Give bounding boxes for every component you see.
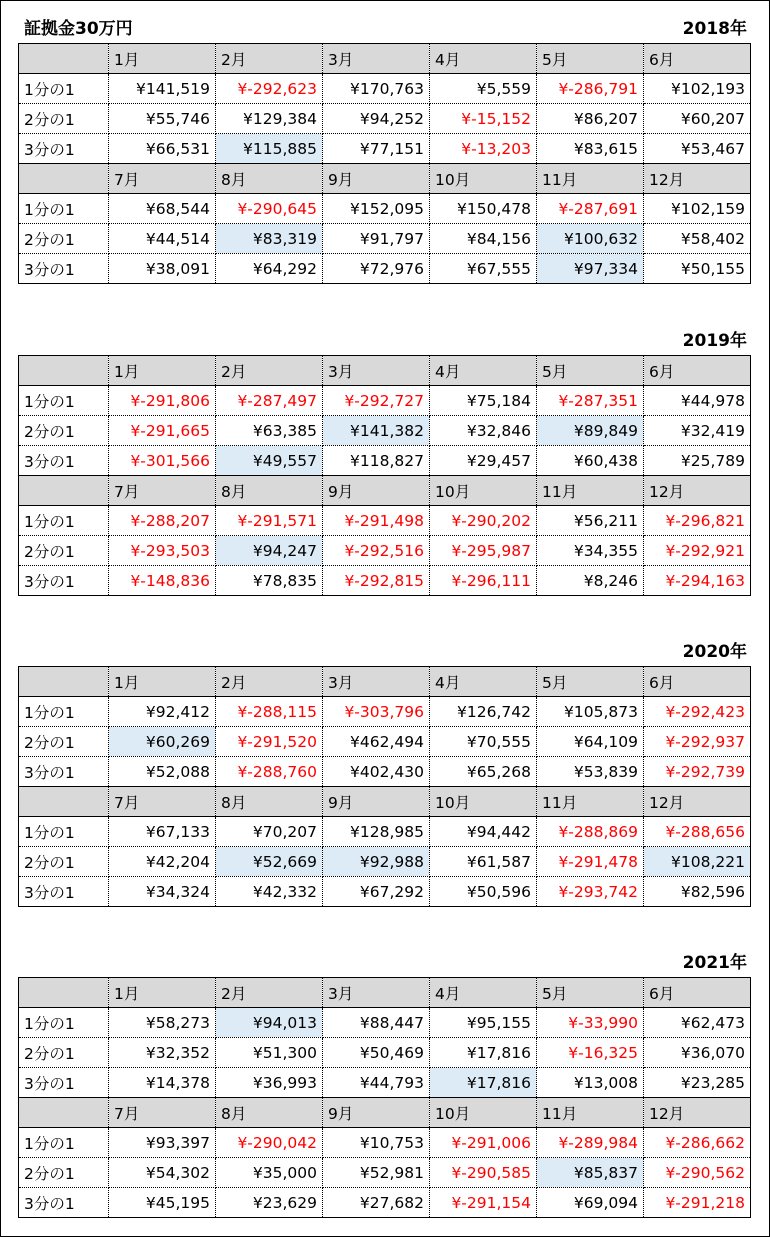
- value-cell: ¥126,742: [430, 697, 537, 727]
- value-cell: ¥94,442: [430, 817, 537, 847]
- value-cell: ¥-290,645: [216, 194, 323, 224]
- value-cell: ¥51,300: [216, 1038, 323, 1068]
- value-cell: ¥32,419: [644, 416, 751, 446]
- value-cell: ¥78,835: [216, 566, 323, 596]
- value-cell: ¥-303,796: [323, 697, 430, 727]
- value-cell: ¥-15,152: [430, 104, 537, 134]
- table-row: [19, 386, 751, 416]
- month-header-cell: 10月: [430, 164, 537, 194]
- month-header-cell: 8月: [216, 787, 323, 817]
- row-label-cell: 1分の1: [19, 1008, 109, 1038]
- value-cell: ¥89,849: [537, 416, 644, 446]
- month-header-cell: 9月: [323, 476, 430, 506]
- value-cell: ¥-293,503: [109, 536, 216, 566]
- value-cell: ¥88,447: [323, 1008, 430, 1038]
- month-header-row: [19, 356, 751, 386]
- value-cell: ¥83,615: [537, 134, 644, 164]
- value-cell: ¥402,430: [323, 757, 430, 787]
- value-cell: ¥45,195: [109, 1188, 216, 1218]
- value-cell: ¥128,985: [323, 817, 430, 847]
- row-label-cell: 1分の1: [19, 74, 109, 104]
- month-header-cell: 9月: [323, 1098, 430, 1128]
- header-blank-cell: [19, 667, 109, 697]
- header-blank-cell: [19, 978, 109, 1008]
- row-label-cell: 3分の1: [19, 877, 109, 907]
- value-cell: ¥-292,739: [644, 757, 751, 787]
- row-label-cell: 1分の1: [19, 194, 109, 224]
- row-label-cell: 2分の1: [19, 847, 109, 877]
- value-cell: ¥-287,691: [537, 194, 644, 224]
- value-cell: ¥8,246: [537, 566, 644, 596]
- value-cell: ¥-286,662: [644, 1128, 751, 1158]
- value-cell: ¥-33,990: [537, 1008, 644, 1038]
- value-cell: ¥-301,566: [109, 446, 216, 476]
- value-cell: ¥34,324: [109, 877, 216, 907]
- value-cell: ¥52,669: [216, 847, 323, 877]
- month-header-cell: 1月: [109, 356, 216, 386]
- value-cell: ¥-292,937: [644, 727, 751, 757]
- value-cell: ¥23,629: [216, 1188, 323, 1218]
- row-label-cell: 3分の1: [19, 1068, 109, 1098]
- table-row: [19, 1068, 751, 1098]
- value-cell: ¥-288,869: [537, 817, 644, 847]
- month-header-cell: 7月: [109, 476, 216, 506]
- value-cell: ¥-292,423: [644, 697, 751, 727]
- row-label-cell: 2分の1: [19, 224, 109, 254]
- month-header-row: [19, 978, 751, 1008]
- month-header-cell: 10月: [430, 787, 537, 817]
- value-cell: ¥53,839: [537, 757, 644, 787]
- month-header-cell: 4月: [430, 667, 537, 697]
- value-cell: ¥10,753: [323, 1128, 430, 1158]
- value-cell: ¥-291,478: [537, 847, 644, 877]
- row-label-cell: 1分の1: [19, 386, 109, 416]
- value-cell: ¥129,384: [216, 104, 323, 134]
- year-table: [18, 43, 751, 284]
- month-header-cell: 1月: [109, 667, 216, 697]
- value-cell: ¥66,531: [109, 134, 216, 164]
- table-row: [19, 224, 751, 254]
- month-header-row: [19, 476, 751, 506]
- month-header-cell: 3月: [323, 978, 430, 1008]
- month-header-cell: 1月: [109, 44, 216, 74]
- table-row: [19, 1008, 751, 1038]
- value-cell: ¥-295,987: [430, 536, 537, 566]
- value-cell: ¥32,352: [109, 1038, 216, 1068]
- value-cell: ¥82,596: [680, 882, 745, 901]
- value-cell: ¥65,268: [430, 757, 537, 787]
- month-header-row: [19, 1098, 751, 1128]
- value-cell: ¥-291,218: [665, 1193, 745, 1212]
- month-header-cell: 4月: [430, 44, 537, 74]
- month-header-cell: 6月: [644, 44, 751, 74]
- value-cell: ¥36,070: [644, 1038, 751, 1068]
- value-cell: ¥-291,806: [109, 386, 216, 416]
- value-cell: ¥-287,497: [216, 386, 323, 416]
- month-header-cell: 5月: [537, 667, 644, 697]
- row-label-cell: 3分の1: [19, 757, 109, 787]
- value-cell: ¥44,793: [323, 1068, 430, 1098]
- value-cell: ¥-288,656: [644, 817, 751, 847]
- row-label-cell: 2分の1: [19, 416, 109, 446]
- value-cell: ¥92,988: [323, 847, 430, 877]
- value-cell: ¥93,397: [109, 1128, 216, 1158]
- value-cell: ¥70,555: [430, 727, 537, 757]
- month-header-cell: 1月: [109, 978, 216, 1008]
- value-cell: ¥50,469: [323, 1038, 430, 1068]
- value-cell: ¥32,846: [430, 416, 537, 446]
- value-cell: ¥64,109: [537, 727, 644, 757]
- page-title: 証拠金30万円: [24, 19, 133, 39]
- value-cell: ¥56,211: [537, 506, 644, 536]
- value-cell: ¥-290,562: [644, 1158, 751, 1188]
- value-cell: ¥77,151: [323, 134, 430, 164]
- header-blank-cell: [19, 164, 109, 194]
- value-cell: ¥-296,111: [430, 566, 537, 596]
- value-cell: ¥23,285: [644, 1068, 751, 1098]
- value-cell: ¥29,457: [430, 446, 537, 476]
- month-header-cell: 3月: [323, 44, 430, 74]
- value-cell: ¥60,269: [109, 727, 216, 757]
- value-cell: ¥-290,042: [216, 1128, 323, 1158]
- value-cell: ¥102,159: [644, 194, 751, 224]
- value-cell: ¥141,519: [109, 74, 216, 104]
- value-cell: ¥49,557: [216, 446, 323, 476]
- value-cell: ¥-13,203: [430, 134, 537, 164]
- value-cell: ¥14,378: [109, 1068, 216, 1098]
- value-cell: ¥35,000: [216, 1158, 323, 1188]
- month-header-cell: 6月: [644, 667, 751, 697]
- value-cell: ¥94,252: [323, 104, 430, 134]
- month-header-row: [19, 667, 751, 697]
- row-label-cell: 2分の1: [19, 104, 109, 134]
- table-row: [19, 536, 751, 566]
- value-cell: ¥38,091: [109, 254, 216, 284]
- value-cell: ¥-291,006: [430, 1128, 537, 1158]
- month-header-cell: 6月: [644, 356, 751, 386]
- value-cell: ¥108,221: [644, 847, 751, 877]
- value-cell: ¥462,494: [323, 727, 430, 757]
- month-header-cell: 7月: [109, 787, 216, 817]
- value-cell: ¥-287,351: [537, 386, 644, 416]
- row-label-cell: 2分の1: [19, 1158, 109, 1188]
- month-header-cell: 2月: [216, 667, 323, 697]
- value-cell: ¥25,789: [644, 446, 751, 476]
- value-cell: ¥72,976: [323, 254, 430, 284]
- value-cell: ¥55,746: [109, 104, 216, 134]
- year-title: 2020年: [682, 642, 747, 662]
- value-cell: ¥53,467: [644, 134, 751, 164]
- value-cell: ¥95,155: [430, 1008, 537, 1038]
- header-blank-cell: [19, 787, 109, 817]
- value-cell: ¥-293,742: [537, 877, 644, 907]
- value-cell: ¥-16,325: [537, 1038, 644, 1068]
- value-cell: ¥42,204: [109, 847, 216, 877]
- value-cell: ¥-290,202: [430, 506, 537, 536]
- month-header-row: [19, 787, 751, 817]
- table-row: [19, 506, 751, 536]
- table-row: [19, 847, 751, 877]
- value-cell: ¥-292,815: [323, 566, 430, 596]
- value-cell: ¥102,193: [644, 74, 751, 104]
- value-cell: ¥105,873: [537, 697, 644, 727]
- table-row: [19, 74, 751, 104]
- value-cell: ¥50,596: [430, 877, 537, 907]
- value-cell: ¥54,302: [109, 1158, 216, 1188]
- value-cell: ¥52,088: [109, 757, 216, 787]
- month-header-cell: 10月: [430, 476, 537, 506]
- value-cell: ¥-291,571: [216, 506, 323, 536]
- value-cell: ¥58,402: [644, 224, 751, 254]
- row-label-cell: 3分の1: [19, 446, 109, 476]
- value-cell: ¥17,816: [430, 1068, 537, 1098]
- value-cell: ¥94,013: [216, 1008, 323, 1038]
- month-header-cell: 9月: [323, 787, 430, 817]
- month-header-row: [19, 44, 751, 74]
- value-cell: ¥-292,727: [323, 386, 430, 416]
- header-blank-cell: [19, 1098, 109, 1128]
- table-row: [19, 727, 751, 757]
- value-cell: ¥34,355: [537, 536, 644, 566]
- value-cell: ¥170,763: [323, 74, 430, 104]
- value-cell: ¥85,837: [537, 1158, 644, 1188]
- value-cell: ¥52,981: [323, 1158, 430, 1188]
- value-cell: ¥86,207: [537, 104, 644, 134]
- value-cell: ¥44,978: [644, 386, 751, 416]
- month-header-cell: 11月: [537, 787, 644, 817]
- month-header-cell: 5月: [537, 356, 644, 386]
- value-cell: ¥42,332: [216, 877, 323, 907]
- value-cell: ¥13,008: [537, 1068, 644, 1098]
- month-header-cell: 12月: [644, 787, 751, 817]
- value-cell: ¥-286,791: [537, 74, 644, 104]
- value-cell: ¥5,559: [430, 74, 537, 104]
- value-cell: ¥-294,163: [665, 571, 745, 590]
- value-cell: ¥-289,984: [537, 1128, 644, 1158]
- month-header-cell: 6月: [644, 978, 751, 1008]
- value-cell: ¥-296,821: [644, 506, 751, 536]
- header-blank-cell: [19, 356, 109, 386]
- row-label-cell: 2分の1: [19, 536, 109, 566]
- value-cell: ¥68,544: [109, 194, 216, 224]
- value-cell: ¥83,319: [216, 224, 323, 254]
- row-label-cell: 1分の1: [19, 1128, 109, 1158]
- value-cell: ¥67,133: [109, 817, 216, 847]
- row-label-cell: 3分の1: [19, 134, 109, 164]
- value-cell: ¥64,292: [216, 254, 323, 284]
- year-table: [18, 977, 751, 1218]
- row-label-cell: 3分の1: [19, 566, 109, 596]
- table-row: [19, 416, 751, 446]
- header-blank-cell: [19, 476, 109, 506]
- value-cell: ¥-148,836: [109, 566, 216, 596]
- table-row: [19, 1188, 751, 1218]
- month-header-cell: 4月: [430, 978, 537, 1008]
- table-row: [19, 134, 751, 164]
- value-cell: ¥75,184: [430, 386, 537, 416]
- value-cell: ¥67,292: [323, 877, 430, 907]
- month-header-cell: 11月: [537, 164, 644, 194]
- value-cell: ¥27,682: [323, 1188, 430, 1218]
- month-header-cell: 11月: [537, 476, 644, 506]
- table-row: [19, 817, 751, 847]
- value-cell: ¥61,587: [430, 847, 537, 877]
- value-cell: ¥115,885: [216, 134, 323, 164]
- value-cell: ¥-290,585: [430, 1158, 537, 1188]
- row-label-cell: 3分の1: [19, 1188, 109, 1218]
- month-header-cell: 10月: [430, 1098, 537, 1128]
- table-row: [19, 1038, 751, 1068]
- month-header-cell: 11月: [537, 1098, 644, 1128]
- value-cell: ¥97,334: [537, 254, 644, 284]
- table-row: [19, 254, 751, 284]
- value-cell: ¥84,156: [430, 224, 537, 254]
- value-cell: ¥60,438: [537, 446, 644, 476]
- row-label-cell: 1分の1: [19, 506, 109, 536]
- value-cell: ¥67,555: [430, 254, 537, 284]
- value-cell: ¥17,816: [430, 1038, 537, 1068]
- value-cell: ¥-292,921: [644, 536, 751, 566]
- year-table: [18, 355, 751, 596]
- month-header-cell: 5月: [537, 44, 644, 74]
- table-row: [19, 566, 751, 596]
- month-header-cell: 3月: [323, 667, 430, 697]
- month-header-cell: 4月: [430, 356, 537, 386]
- month-header-cell: 7月: [109, 164, 216, 194]
- year-title: 2018年: [682, 19, 747, 39]
- value-cell: ¥91,797: [323, 224, 430, 254]
- month-header-cell: 2月: [216, 978, 323, 1008]
- table-row: [19, 194, 751, 224]
- row-label-cell: 2分の1: [19, 1038, 109, 1068]
- value-cell: ¥70,207: [216, 817, 323, 847]
- row-label-cell: 2分の1: [19, 727, 109, 757]
- value-cell: ¥58,273: [109, 1008, 216, 1038]
- table-row: [19, 877, 751, 907]
- year-title: 2019年: [682, 331, 747, 351]
- value-cell: ¥-288,207: [109, 506, 216, 536]
- table-row: [19, 757, 751, 787]
- value-cell: ¥-291,498: [323, 506, 430, 536]
- month-header-cell: 8月: [216, 1098, 323, 1128]
- value-cell: ¥-291,520: [216, 727, 323, 757]
- value-cell: ¥92,412: [109, 697, 216, 727]
- month-header-cell: 12月: [644, 1098, 751, 1128]
- row-label-cell: 1分の1: [19, 697, 109, 727]
- month-header-cell: 12月: [644, 164, 751, 194]
- value-cell: ¥-291,665: [109, 416, 216, 446]
- header-blank-cell: [19, 44, 109, 74]
- row-label-cell: 1分の1: [19, 817, 109, 847]
- value-cell: ¥-292,623: [216, 74, 323, 104]
- month-header-cell: 12月: [644, 476, 751, 506]
- value-cell: ¥63,385: [216, 416, 323, 446]
- value-cell: ¥150,478: [430, 194, 537, 224]
- month-header-cell: 5月: [537, 978, 644, 1008]
- table-row: [19, 1128, 751, 1158]
- month-header-row: [19, 164, 751, 194]
- value-cell: ¥50,155: [680, 259, 745, 278]
- value-cell: ¥-291,154: [430, 1188, 537, 1218]
- value-cell: ¥44,514: [109, 224, 216, 254]
- value-cell: ¥60,207: [644, 104, 751, 134]
- year-table: [18, 666, 751, 907]
- value-cell: ¥-288,115: [216, 697, 323, 727]
- table-row: [19, 1158, 751, 1188]
- value-cell: ¥36,993: [216, 1068, 323, 1098]
- month-header-cell: 2月: [216, 356, 323, 386]
- month-header-cell: 3月: [323, 356, 430, 386]
- table-row: [19, 446, 751, 476]
- month-header-cell: 7月: [109, 1098, 216, 1128]
- value-cell: ¥118,827: [323, 446, 430, 476]
- value-cell: ¥94,247: [216, 536, 323, 566]
- value-cell: ¥152,095: [323, 194, 430, 224]
- row-label-cell: 3分の1: [19, 254, 109, 284]
- month-header-cell: 8月: [216, 164, 323, 194]
- value-cell: ¥141,382: [323, 416, 430, 446]
- value-cell: ¥69,094: [537, 1188, 644, 1218]
- value-cell: ¥100,632: [537, 224, 644, 254]
- value-cell: ¥-288,760: [216, 757, 323, 787]
- month-header-cell: 2月: [216, 44, 323, 74]
- value-cell: ¥-292,516: [323, 536, 430, 566]
- table-row: [19, 697, 751, 727]
- year-title: 2021年: [682, 953, 747, 973]
- table-row: [19, 104, 751, 134]
- month-header-cell: 8月: [216, 476, 323, 506]
- month-header-cell: 9月: [323, 164, 430, 194]
- value-cell: ¥62,473: [644, 1008, 751, 1038]
